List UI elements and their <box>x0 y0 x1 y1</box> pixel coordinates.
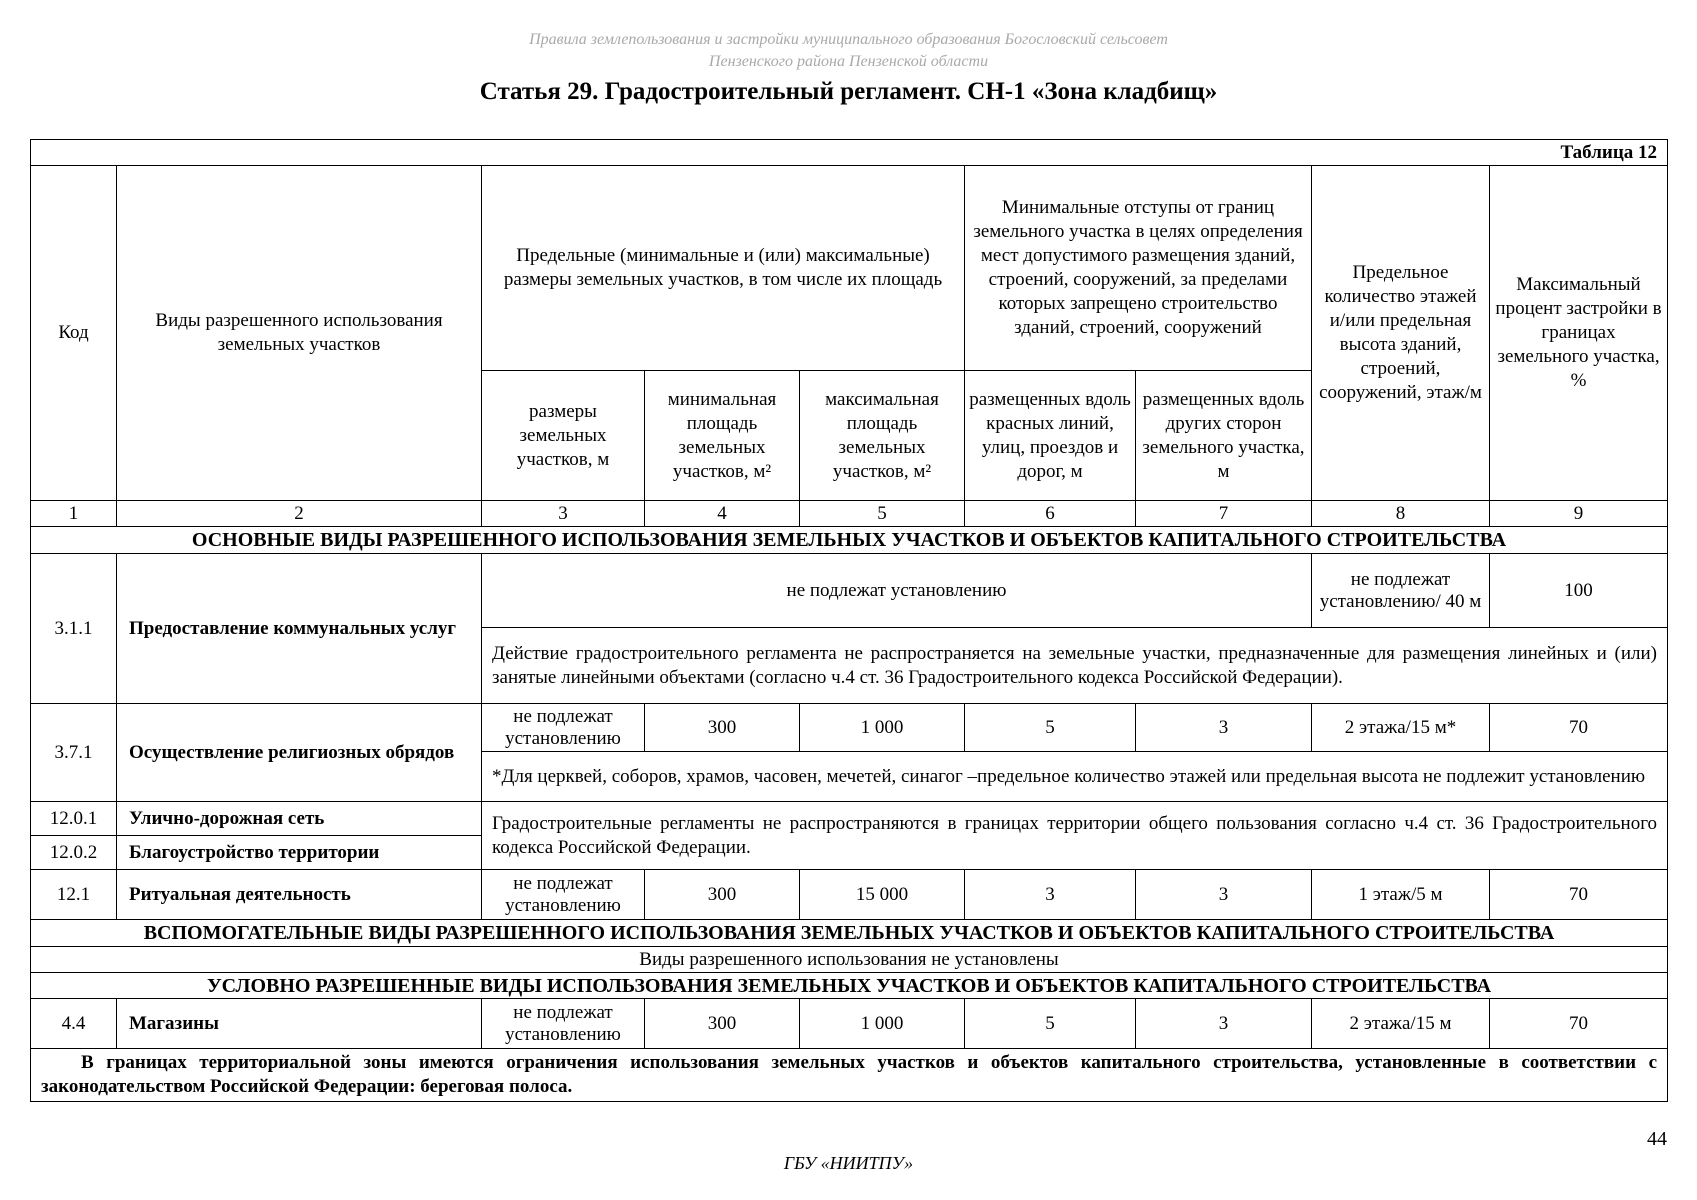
row-setback-other: 3 <box>1136 704 1312 752</box>
section-aux-heading: ВСПОМОГАТЕЛЬНЫЕ ВИДЫ РАЗРЕШЕННОГО ИСПОЛЬЗОВАНИЯ ЗЕМЕЛЬНЫХ УЧАСТКОВ И ОБЪЕКТОВ КАПИТАЛЬНОГО СТРОИТЕЛЬСТВА <box>31 920 1668 947</box>
column-number: 7 <box>1136 501 1312 527</box>
row-percent: 70 <box>1490 704 1668 752</box>
table-label: Таблица 12 <box>31 140 1668 166</box>
running-header-line-1: Правила землепользования и застройки муниципального образования Богословский сельсовет <box>529 31 1168 48</box>
column-number: 9 <box>1490 501 1668 527</box>
header-max-area: максимальная площадь земельных участков, м² <box>800 371 965 501</box>
row-floors: 2 этажа/15 м <box>1312 999 1490 1049</box>
header-sizes: размеры земельных участков, м <box>482 371 645 501</box>
row-floors: не подлежат установлению/ 40 м <box>1312 554 1490 628</box>
row-code: 3.7.1 <box>31 704 117 802</box>
row-percent: 70 <box>1490 870 1668 920</box>
header-code: Код <box>31 166 117 501</box>
row-use-name: Осуществление религиозных обрядов <box>117 704 482 802</box>
header-floors: Предельное количество этажей и/или предельная высота зданий, строений, сооружений, этаж/м <box>1312 166 1490 501</box>
row-use-name: Ритуальная деятельность <box>117 870 482 920</box>
row-percent: 100 <box>1490 554 1668 628</box>
row-code: 3.1.1 <box>31 554 117 704</box>
row-min-area: 300 <box>645 999 800 1049</box>
row-min-area: 300 <box>645 870 800 920</box>
column-number: 3 <box>482 501 645 527</box>
row-use-name: Благоустройство территории <box>117 836 482 870</box>
restrictions-note: В границах территориальной зоны имеются ограничения использования земельных участков и объектов капитального строительства, установленные в соответствии с законодательством Российской Федерации: береговая полоса. <box>31 1049 1668 1102</box>
row-floors: 1 этаж/5 м <box>1312 870 1490 920</box>
header-setback-group: Минимальные отступы от границ земельного участка в целях определения мест допустимого размещения зданий, строений, сооружений, за пределами которых запрещено строительство зданий, строений, сооружений <box>965 166 1312 371</box>
row-setback-other: 3 <box>1136 870 1312 920</box>
row-setback-other: 3 <box>1136 999 1312 1049</box>
header-use: Виды разрешенного использования земельных участков <box>117 166 482 501</box>
column-number: 5 <box>800 501 965 527</box>
row-max-area: 1 000 <box>800 704 965 752</box>
row-setback-red: 5 <box>965 704 1136 752</box>
row-sizes: не подлежат установлению <box>482 999 645 1049</box>
aux-not-set: Виды разрешенного использования не установлены <box>31 947 1668 973</box>
page-number: 44 <box>1647 1128 1667 1150</box>
row-setback-red: 5 <box>965 999 1136 1049</box>
column-number: 8 <box>1312 501 1490 527</box>
column-number: 6 <box>965 501 1136 527</box>
header-setback-red: размещенных вдоль красных линий, улиц, проездов и дорог, м <box>965 371 1136 501</box>
row-note: Действие градостроительного регламента не распространяется на земельные участки, предназначенные для размещения линейных и (или) занятые линейными объектами (согласно ч.4 ст. 36 Градостроительного кодекса Российской Федерации). <box>482 628 1668 704</box>
header-setback-other: размещенных вдоль других сторон земельного участка, м <box>1136 371 1312 501</box>
header-min-area: минимальная площадь земельных участков, м² <box>645 371 800 501</box>
row-min-area: 300 <box>645 704 800 752</box>
row-sizes: не подлежат установлению <box>482 704 645 752</box>
row-sizes: не подлежат установлению <box>482 870 645 920</box>
row-code: 12.0.2 <box>31 836 117 870</box>
regulation-table <box>30 139 1668 1102</box>
footer-organization: ГБУ «НИИТПУ» <box>783 1153 914 1173</box>
row-max-area: 15 000 <box>800 870 965 920</box>
row-note: Градостроительные регламенты не распространяются в границах территории общего пользования согласно ч.4 ст. 36 Градостроительного кодекса Российской Федерации. <box>482 802 1668 870</box>
row-use-name: Предоставление коммунальных услуг <box>117 554 482 704</box>
column-number: 4 <box>645 501 800 527</box>
row-code: 12.1 <box>31 870 117 920</box>
row-code: 12.0.1 <box>31 802 117 836</box>
row-note: *Для церквей, соборов, храмов, часовен, мечетей, синагог –предельное количество этажей или предельная высота не подлежит установлению <box>482 752 1668 802</box>
column-number: 1 <box>31 501 117 527</box>
section-main-heading: ОСНОВНЫЕ ВИДЫ РАЗРЕШЕННОГО ИСПОЛЬЗОВАНИЯ ЗЕМЕЛЬНЫХ УЧАСТКОВ И ОБЪЕКТОВ КАПИТАЛЬНОГО СТРОИТЕЛЬСТВА <box>31 527 1668 554</box>
row-code: 4.4 <box>31 999 117 1049</box>
row-setback-red: 3 <box>965 870 1136 920</box>
running-header-line-2: Пензенского района Пензенской области <box>708 53 989 70</box>
row-use-name: Магазины <box>117 999 482 1049</box>
section-conditional-heading: УСЛОВНО РАЗРЕШЕННЫЕ ВИДЫ ИСПОЛЬЗОВАНИЯ ЗЕМЕЛЬНЫХ УЧАСТКОВ И ОБЪЕКТОВ КАПИТАЛЬНОГО СТРОИТЕЛЬСТВА <box>31 973 1668 999</box>
header-max-percent: Максимальный процент застройки в границах земельного участка, % <box>1490 166 1668 501</box>
article-title: Статья 29. Градостроительный регламент. СН-1 «Зона кладбищ» <box>479 78 1218 105</box>
column-number: 2 <box>117 501 482 527</box>
row-use-name: Улично-дорожная сеть <box>117 802 482 836</box>
row-not-set: не подлежат установлению <box>482 554 1312 628</box>
row-percent: 70 <box>1490 999 1668 1049</box>
header-sizes-group: Предельные (минимальные и (или) максимальные) размеры земельных участков, в том числе их площадь <box>482 166 965 371</box>
row-floors: 2 этажа/15 м* <box>1312 704 1490 752</box>
row-max-area: 1 000 <box>800 999 965 1049</box>
